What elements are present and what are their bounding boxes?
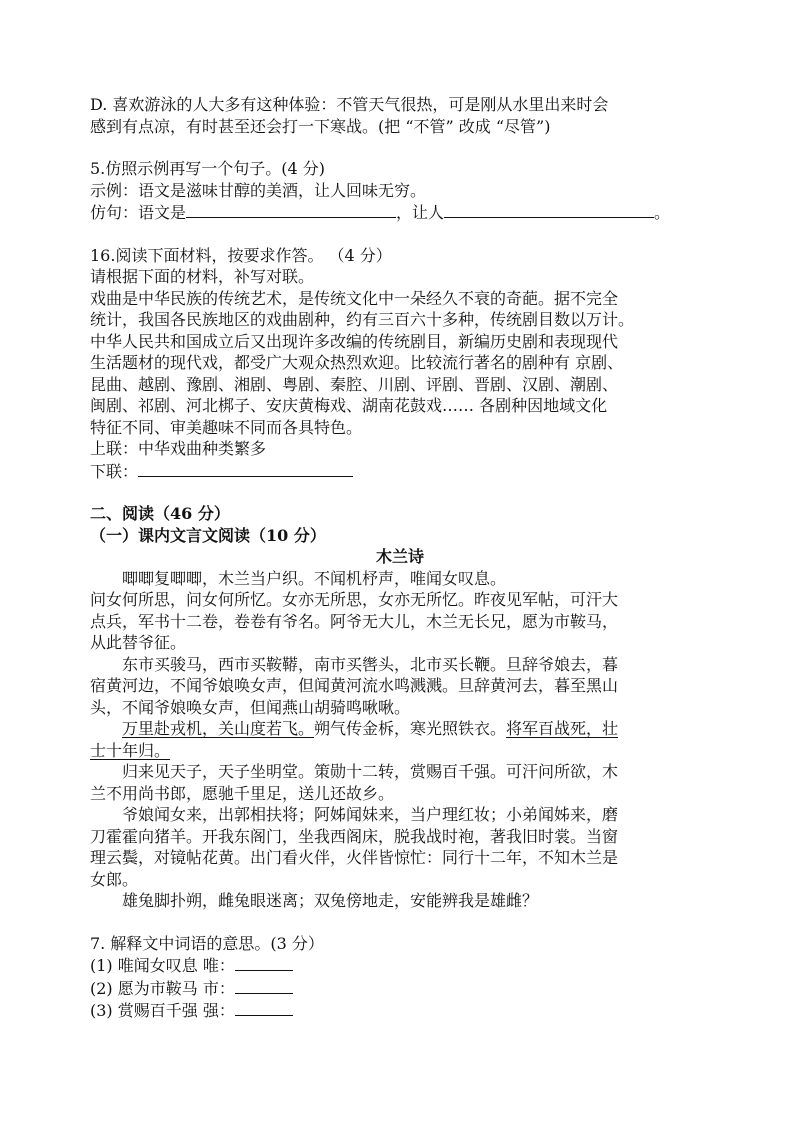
poem-line: 归来见天子，天子坐明堂。策勋十二转，赏赐百千强。可汗问所欲，木	[122, 762, 619, 781]
q5-fill-prefix: 仿句：语文是	[90, 203, 187, 222]
q5-blank-1[interactable]	[186, 201, 396, 218]
poem-line: 唧唧复唧唧，木兰当户织。不闻机杼声，唯闻女叹息。	[122, 568, 507, 588]
poem-line: 宿黄河边，不闻爷娘唤女声，但闻黄河流水鸣溅溅。旦辞黄河去，暮至黑山	[90, 676, 619, 695]
exam-page	[90, 94, 710, 1022]
underlined-phrase: 士十年归。	[90, 740, 171, 760]
q7-blank[interactable]	[235, 977, 293, 994]
q16-material-line: 闽剧、祁剧、河北梆子、安庆黄梅戏、湖南花鼓戏…… 各剧种因地域文化	[90, 396, 608, 415]
q7-blank[interactable]	[235, 954, 293, 971]
q4-option-d-line2: 感到有点凉，有时甚至还会打一下寒战。(把 “不管” 改成 “尽管”)	[90, 116, 551, 136]
poem-phrase: 朔气传金柝，寒光照铁衣。	[314, 719, 507, 738]
poem-line: 兰不用尚书郎，愿驰千里足，送儿还故乡。	[90, 783, 395, 803]
poem-line: 东市买骏马，西市买鞍鞯，南市买辔头，北市买长鞭。旦辞爷娘去，暮	[122, 654, 619, 674]
q16-material-line: 戏曲是中华民族的传统艺术，是传统文化中一朵经久不衰的奇葩。据不完全	[90, 288, 619, 308]
q5-blank-2[interactable]	[444, 201, 654, 218]
poem-line: 刀霍霍向猪羊。开我东阁门，坐我西阁床，脱我战时袍，著我旧时裳。当窗	[90, 826, 619, 846]
q7-item	[90, 999, 710, 1022]
q7-item-label: (3) 赏赐百千强 强：	[90, 1001, 235, 1020]
poem-line: 头，不闻爷娘唤女声，但闻燕山胡骑鸣啾啾。	[90, 697, 411, 717]
q7-item-label: (2) 愿为市鞍马 市：	[90, 978, 235, 998]
q5-fill-end: 。	[654, 203, 671, 222]
underlined-phrase: 将军百战死，壮	[506, 719, 619, 738]
q16-upper-couplet: 上联：中华戏曲种类繁多	[90, 439, 267, 458]
poem-line: 爷娘闻女来，出郭相扶将；阿姊闻妹来，当户理红妆；小弟闻姊来，磨	[122, 805, 619, 824]
poem-line: 点兵，军书十二卷，卷卷有爷名。阿爷无大儿，木兰无长兄，愿为市鞍马，	[90, 611, 619, 631]
q16-material-line: 昆曲、越剧、豫剧、湘剧、粤剧、秦腔、川剧、评剧、晋剧、汉剧、潮剧、	[90, 374, 619, 394]
q7-heading: 7. 解释文中词语的意思。(3 分）	[90, 933, 324, 953]
q7-blank[interactable]	[235, 999, 293, 1016]
q5-fill-line	[90, 201, 710, 224]
q5-fill-middle: ，让人	[396, 203, 445, 222]
q16-instruction: 请根据下面的材料，补写对联。	[90, 267, 315, 286]
q7-item-label: (1) 唯闻女叹息 唯：	[90, 956, 235, 975]
q16-lower-label: 下联：	[90, 461, 139, 481]
q16-material-line: 生活题材的现代戏，都受广大观众热烈欢迎。比较流行著名的剧种有 京剧、	[90, 353, 624, 372]
q16-lower-couplet	[90, 460, 710, 483]
poem-line: 女郎。	[90, 869, 139, 889]
q4-option-d-line1: D. 喜欢游泳的人大多有这种体验：不管天气很热，可是刚从水里出来时会	[90, 95, 609, 114]
q7-item	[90, 977, 710, 1000]
poem-line	[90, 740, 710, 762]
underlined-phrase: 万里赴戎机，关山度若飞。	[122, 719, 315, 738]
section2-sub-heading: （一）课内文言文阅读（10 分）	[90, 525, 326, 545]
q16-material-line: 中华人民共和国成立后又出现许多改编的传统剧目，新编历史剧和表现现代	[90, 331, 619, 351]
q7-item	[90, 954, 710, 977]
poem-line: 雄兔脚扑朔，雌兔眼迷离；双兔傍地走，安能辨我是雄雌？	[122, 891, 539, 910]
q16-heading: 16.阅读下面材料，按要求作答。 （4 分）	[90, 245, 392, 265]
poem-line: 理云鬓，对镜帖花黄。出门看火伴，火伴皆惊忙：同行十二年，不知木兰是	[90, 848, 619, 867]
q16-material-line: 统计，我国各民族地区的戏曲剧种，约有三百六十多种，传统剧目数以万计。	[90, 310, 635, 329]
poem-line: 问女何所思，问女何所忆。女亦无所思，女亦无所忆。昨夜见军帖，可汗大	[90, 590, 619, 609]
poem-line	[90, 718, 710, 740]
section2-heading: 二、阅读（46 分）	[90, 504, 230, 523]
q5-example: 示例：语文是滋味甘醇的美酒，让人回味无穷。	[90, 180, 427, 200]
q5-heading: 5.仿照示例再写一个句子。(4 分)	[90, 159, 326, 178]
poem-title: 木兰诗	[375, 547, 424, 566]
q16-lower-blank[interactable]	[138, 460, 353, 477]
poem-line: 从此替爷征。	[90, 633, 187, 652]
q16-material-line: 特征不同、审美趣味不同而各具特色。	[90, 417, 363, 437]
